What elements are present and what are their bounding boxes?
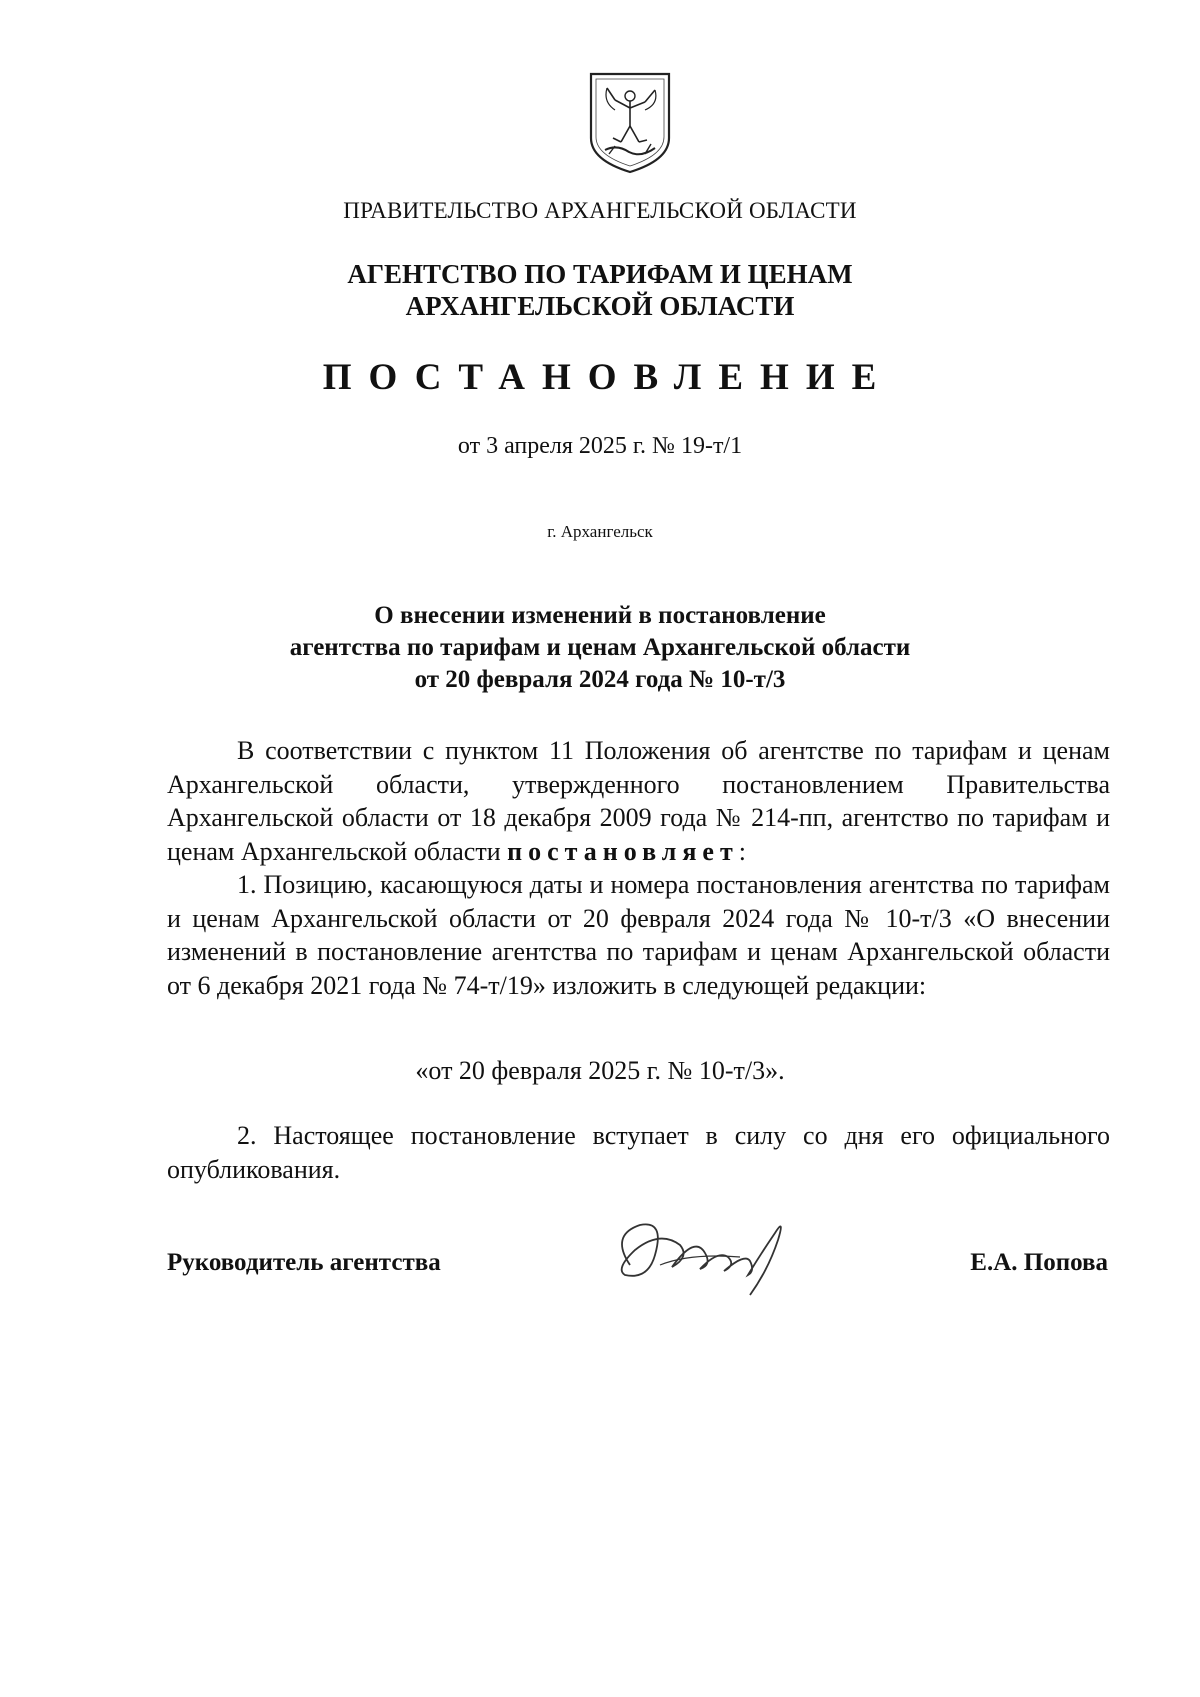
subject-line3: от 20 февраля 2024 года № 10-т/3 <box>414 666 786 693</box>
body-final <box>167 1119 1110 1186</box>
agency-name-line1: АГЕНТСТВО ПО ТАРИФАМ И ЦЕНАМ <box>347 259 853 289</box>
city: г. Архангельск <box>547 522 653 541</box>
new-wording-quote: «от 20 февраля 2025 г. № 10-т/3». <box>415 1056 785 1085</box>
signatory-name: Е.А. Попова <box>970 1249 1108 1276</box>
agency-name-line2: АРХАНГЕЛЬСКОЙ ОБЛАСТИ <box>405 291 795 321</box>
handwritten-signature-icon <box>600 1195 810 1305</box>
subject-line1: О внесении изменений в постановление <box>374 602 826 629</box>
coat-of-arms-icon <box>585 68 675 178</box>
date-number: от 3 апреля 2025 г. № 19-т/1 <box>457 433 743 459</box>
agency-name <box>0 258 1200 322</box>
item-1-paragraph: 1. Позицию, касающуюся даты и номера постановления агентства по тарифам и ценам Архангельской области от 20 февраля 2024 года № 10-т/3 «О внесении изменений в постановление агентства по тарифам и ценам Архангельской области от 6 декабря 2021 года № 74-т/19» изложить в следующей редакции: <box>167 870 1110 1000</box>
intro-text: В соответствии с пунктом 11 Положения об агентстве по тарифам и ценам Архангельской области, утвержденного постановлением Правительства Архангельской области от 18 декабря 2009 года № 214-пп, агентство по тарифам и ценам Архангельской области <box>167 736 1110 866</box>
decree-keyword: постановляет <box>507 836 739 866</box>
body-main <box>167 734 1110 1002</box>
subject-line2: агентства по тарифам и ценам Архангельской области <box>289 634 911 661</box>
government-name: ПРАВИТЕЛЬСТВО АРХАНГЕЛЬСКОЙ ОБЛАСТИ <box>343 198 857 223</box>
signatory-position: Руководитель агентства <box>167 1249 441 1276</box>
document-type: ПОСТАНОВЛЕНИЕ <box>322 357 894 398</box>
document-subject <box>0 600 1200 696</box>
intro-colon: : <box>738 836 746 866</box>
intro-paragraph <box>167 734 1110 868</box>
item-2-paragraph: 2. Настоящее постановление вступает в силу со дня его официального опубликования. <box>167 1121 1110 1184</box>
